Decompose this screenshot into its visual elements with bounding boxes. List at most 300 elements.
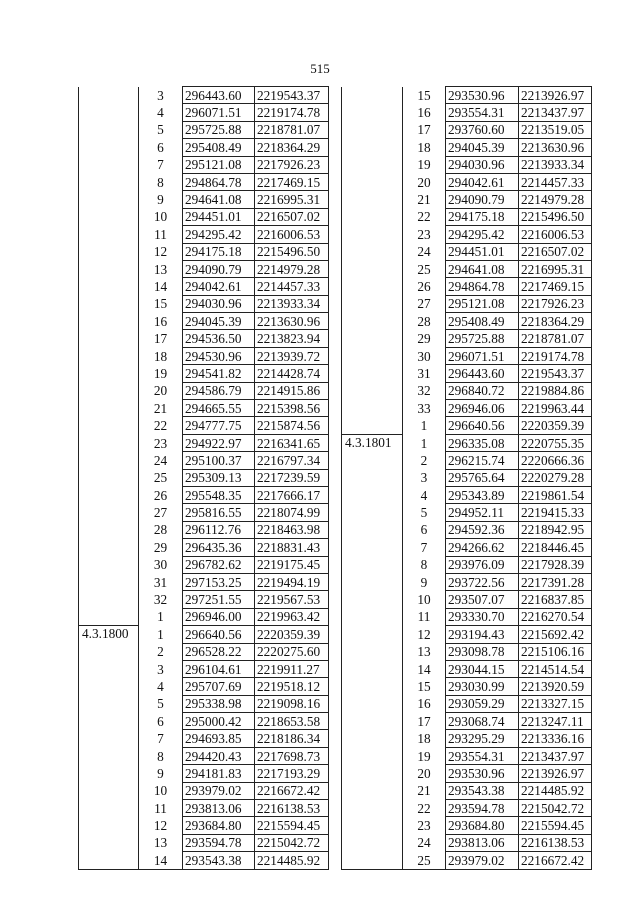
plot-cell: [79, 104, 139, 121]
point-number-cell: 7: [139, 730, 183, 747]
point-number-cell: 32: [403, 382, 446, 399]
y-coordinate-cell: 2220755.35: [519, 434, 592, 451]
x-coordinate-cell: 296640.56: [183, 626, 255, 643]
x-coordinate-cell: 295548.35: [183, 486, 255, 503]
table-row: [79, 365, 329, 382]
x-coordinate-cell: 293543.38: [446, 782, 519, 799]
coordinate-table-left: [78, 86, 329, 870]
x-coordinate-cell: 293684.80: [446, 817, 519, 834]
plot-cell: [342, 382, 403, 399]
table-row: [79, 573, 329, 590]
x-coordinate-cell: 293530.96: [446, 87, 519, 104]
x-coordinate-cell: 295338.98: [183, 695, 255, 712]
plot-cell: [79, 226, 139, 243]
y-coordinate-cell: 2216341.65: [255, 434, 329, 451]
plot-cell: [79, 347, 139, 364]
plot-cell: [79, 87, 139, 104]
point-number-cell: 29: [403, 330, 446, 347]
plot-cell: [79, 817, 139, 834]
y-coordinate-cell: 2218074.99: [255, 504, 329, 521]
y-coordinate-cell: 2217698.73: [255, 747, 329, 764]
y-coordinate-cell: 2216672.42: [255, 782, 329, 799]
plot-cell: [79, 434, 139, 451]
plot-cell: [342, 626, 403, 643]
x-coordinate-cell: 294777.75: [183, 417, 255, 434]
x-coordinate-cell: 294295.42: [183, 226, 255, 243]
plot-cell: [342, 800, 403, 817]
x-coordinate-cell: 296443.60: [183, 87, 255, 104]
y-coordinate-cell: 2214457.33: [519, 173, 592, 190]
point-number-cell: 1: [139, 608, 183, 625]
plot-cell: [342, 730, 403, 747]
x-coordinate-cell: 294922.97: [183, 434, 255, 451]
plot-cell: [79, 417, 139, 434]
point-number-cell: 13: [139, 834, 183, 851]
point-number-cell: 28: [403, 313, 446, 330]
x-coordinate-cell: 295408.49: [183, 139, 255, 156]
table-row: [342, 208, 592, 225]
plot-cell: [79, 278, 139, 295]
x-coordinate-cell: 293098.78: [446, 643, 519, 660]
y-coordinate-cell: 2218781.07: [255, 121, 329, 138]
plot-cell: [79, 156, 139, 173]
point-number-cell: 21: [139, 400, 183, 417]
point-number-cell: 19: [139, 365, 183, 382]
x-coordinate-cell: 293030.99: [446, 678, 519, 695]
x-coordinate-cell: 294665.55: [183, 400, 255, 417]
point-number-cell: 27: [139, 504, 183, 521]
x-coordinate-cell: 293813.06: [183, 800, 255, 817]
point-number-cell: 6: [139, 139, 183, 156]
table-row: [79, 434, 329, 451]
plot-cell: [79, 782, 139, 799]
point-number-cell: 20: [403, 173, 446, 190]
table-row: [342, 434, 592, 451]
table-row: [342, 278, 592, 295]
table-row: [342, 313, 592, 330]
plot-cell: [79, 800, 139, 817]
y-coordinate-cell: 2219861.54: [519, 486, 592, 503]
y-coordinate-cell: 2219567.53: [255, 591, 329, 608]
point-number-cell: 17: [403, 713, 446, 730]
plot-cell: [342, 278, 403, 295]
y-coordinate-cell: 2217193.29: [255, 765, 329, 782]
table-row: [79, 521, 329, 538]
table-row: [79, 243, 329, 260]
x-coordinate-cell: 294541.82: [183, 365, 255, 382]
table-row: [342, 417, 592, 434]
point-number-cell: 19: [403, 747, 446, 764]
point-number-cell: 16: [403, 104, 446, 121]
x-coordinate-cell: 294045.39: [183, 313, 255, 330]
y-coordinate-cell: 2219518.12: [255, 678, 329, 695]
x-coordinate-cell: 294641.08: [183, 191, 255, 208]
y-coordinate-cell: 2216837.85: [519, 591, 592, 608]
table-row: [79, 208, 329, 225]
table-row: [79, 486, 329, 503]
plot-cell: [342, 191, 403, 208]
table-row: [79, 800, 329, 817]
table-row: [342, 173, 592, 190]
table-row: [342, 643, 592, 660]
coordinate-table-right: [341, 86, 592, 870]
plot-cell: [79, 260, 139, 277]
table-row: [79, 452, 329, 469]
plot-cell: [342, 521, 403, 538]
x-coordinate-cell: 297251.55: [183, 591, 255, 608]
table-row: [342, 713, 592, 730]
x-coordinate-cell: 294266.62: [446, 539, 519, 556]
plot-cell: [342, 556, 403, 573]
point-number-cell: 15: [139, 295, 183, 312]
y-coordinate-cell: 2220275.60: [255, 643, 329, 660]
x-coordinate-cell: 293295.29: [446, 730, 519, 747]
x-coordinate-cell: 296946.06: [446, 400, 519, 417]
plot-cell: [342, 243, 403, 260]
point-number-cell: 25: [139, 469, 183, 486]
y-coordinate-cell: 2215594.45: [519, 817, 592, 834]
y-coordinate-cell: 2216006.53: [519, 226, 592, 243]
table-row: [79, 678, 329, 695]
plot-cell: [79, 382, 139, 399]
y-coordinate-cell: 2218781.07: [519, 330, 592, 347]
plot-cell: [79, 713, 139, 730]
point-number-cell: 11: [139, 800, 183, 817]
point-number-cell: 3: [139, 660, 183, 677]
y-coordinate-cell: 2217926.23: [255, 156, 329, 173]
point-number-cell: 24: [403, 243, 446, 260]
point-number-cell: 18: [139, 347, 183, 364]
y-coordinate-cell: 2215398.56: [255, 400, 329, 417]
y-coordinate-cell: 2218653.58: [255, 713, 329, 730]
plot-cell: [342, 504, 403, 521]
x-coordinate-cell: 296528.22: [183, 643, 255, 660]
plot-cell: [342, 469, 403, 486]
plot-cell: [79, 573, 139, 590]
x-coordinate-cell: 294090.79: [183, 260, 255, 277]
x-coordinate-cell: 294592.36: [446, 521, 519, 538]
plot-cell: [342, 608, 403, 625]
plot-cell: [342, 295, 403, 312]
x-coordinate-cell: 293722.56: [446, 573, 519, 590]
y-coordinate-cell: 2216270.54: [519, 608, 592, 625]
point-number-cell: 14: [403, 660, 446, 677]
point-number-cell: 29: [139, 539, 183, 556]
point-number-cell: 10: [139, 782, 183, 799]
x-coordinate-cell: 296946.00: [183, 608, 255, 625]
plot-cell: [79, 643, 139, 660]
point-number-cell: 17: [139, 330, 183, 347]
plot-cell: [342, 121, 403, 138]
point-number-cell: 25: [403, 260, 446, 277]
table-row: [342, 226, 592, 243]
x-coordinate-cell: 294451.01: [446, 243, 519, 260]
point-number-cell: 12: [139, 243, 183, 260]
table-row: [79, 643, 329, 660]
x-coordinate-cell: 296071.51: [446, 347, 519, 364]
x-coordinate-cell: 293068.74: [446, 713, 519, 730]
y-coordinate-cell: 2219543.37: [519, 365, 592, 382]
plot-cell: [79, 608, 139, 625]
y-coordinate-cell: 2218186.34: [255, 730, 329, 747]
y-coordinate-cell: 2214979.28: [255, 260, 329, 277]
plot-cell: [342, 643, 403, 660]
table-row: [342, 260, 592, 277]
point-number-cell: 15: [403, 678, 446, 695]
table-row: [79, 730, 329, 747]
y-coordinate-cell: 2219911.27: [255, 660, 329, 677]
point-number-cell: 27: [403, 295, 446, 312]
x-coordinate-cell: 294641.08: [446, 260, 519, 277]
y-coordinate-cell: 2219175.45: [255, 556, 329, 573]
x-coordinate-cell: 295408.49: [446, 313, 519, 330]
y-coordinate-cell: 2218942.95: [519, 521, 592, 538]
x-coordinate-cell: 296443.60: [446, 365, 519, 382]
plot-cell: [79, 834, 139, 851]
table-row: [342, 486, 592, 503]
point-number-cell: 22: [403, 800, 446, 817]
x-coordinate-cell: 296071.51: [183, 104, 255, 121]
table-row: [342, 347, 592, 364]
table-row: [342, 330, 592, 347]
table-row: [342, 365, 592, 382]
y-coordinate-cell: 2217666.17: [255, 486, 329, 503]
x-coordinate-cell: 294030.96: [446, 156, 519, 173]
y-coordinate-cell: 2216138.53: [255, 800, 329, 817]
point-number-cell: 10: [139, 208, 183, 225]
x-coordinate-cell: 295121.08: [446, 295, 519, 312]
y-coordinate-cell: 2214428.74: [255, 365, 329, 382]
point-number-cell: 3: [139, 87, 183, 104]
plot-cell: 4.3.1801: [342, 434, 403, 451]
point-number-cell: 30: [403, 347, 446, 364]
y-coordinate-cell: 2219543.37: [255, 87, 329, 104]
plot-cell: [342, 765, 403, 782]
point-number-cell: 19: [403, 156, 446, 173]
y-coordinate-cell: 2218364.29: [255, 139, 329, 156]
y-coordinate-cell: 2213933.34: [519, 156, 592, 173]
table-row: [342, 730, 592, 747]
point-number-cell: 7: [403, 539, 446, 556]
plot-cell: [342, 365, 403, 382]
table-row: [342, 852, 592, 869]
table-row: [342, 747, 592, 764]
x-coordinate-cell: 293684.80: [183, 817, 255, 834]
x-coordinate-cell: 295765.64: [446, 469, 519, 486]
table-row: [79, 782, 329, 799]
y-coordinate-cell: 2216006.53: [255, 226, 329, 243]
x-coordinate-cell: 296215.74: [446, 452, 519, 469]
plot-cell: [342, 852, 403, 869]
plot-cell: [342, 452, 403, 469]
point-number-cell: 2: [403, 452, 446, 469]
y-coordinate-cell: 2217928.39: [519, 556, 592, 573]
x-coordinate-cell: 296782.62: [183, 556, 255, 573]
point-number-cell: 31: [139, 573, 183, 590]
point-number-cell: 9: [403, 573, 446, 590]
x-coordinate-cell: 296335.08: [446, 434, 519, 451]
table-row: [79, 417, 329, 434]
plot-cell: [79, 243, 139, 260]
point-number-cell: 5: [403, 504, 446, 521]
point-number-cell: 20: [403, 765, 446, 782]
y-coordinate-cell: 2220279.28: [519, 469, 592, 486]
y-coordinate-cell: 2219098.16: [255, 695, 329, 712]
point-number-cell: 28: [139, 521, 183, 538]
table-row: [342, 556, 592, 573]
point-number-cell: 11: [139, 226, 183, 243]
table-row: [342, 591, 592, 608]
point-number-cell: 23: [403, 817, 446, 834]
y-coordinate-cell: 2215692.42: [519, 626, 592, 643]
x-coordinate-cell: 296840.72: [446, 382, 519, 399]
point-number-cell: 8: [139, 747, 183, 764]
plot-cell: [79, 504, 139, 521]
plot-cell: [79, 521, 139, 538]
x-coordinate-cell: 297153.25: [183, 573, 255, 590]
plot-cell: [342, 330, 403, 347]
y-coordinate-cell: 2217469.15: [255, 173, 329, 190]
y-coordinate-cell: 2219884.86: [519, 382, 592, 399]
plot-cell: [79, 730, 139, 747]
table-row: [79, 591, 329, 608]
x-coordinate-cell: 293330.70: [446, 608, 519, 625]
y-coordinate-cell: 2215042.72: [255, 834, 329, 851]
y-coordinate-cell: 2215496.50: [519, 208, 592, 225]
plot-cell: [342, 713, 403, 730]
point-number-cell: 6: [139, 713, 183, 730]
plot-cell: [342, 660, 403, 677]
point-number-cell: 14: [139, 278, 183, 295]
plot-cell: [342, 173, 403, 190]
table-row: [342, 626, 592, 643]
table-row: [79, 852, 329, 869]
y-coordinate-cell: 2219415.33: [519, 504, 592, 521]
point-number-cell: 9: [139, 765, 183, 782]
table-row: [79, 139, 329, 156]
table-row: [342, 834, 592, 851]
point-number-cell: 4: [403, 486, 446, 503]
table-row: [79, 104, 329, 121]
y-coordinate-cell: 2216507.02: [255, 208, 329, 225]
plot-cell: [342, 678, 403, 695]
x-coordinate-cell: 294451.01: [183, 208, 255, 225]
point-number-cell: 9: [139, 191, 183, 208]
table-row: [342, 191, 592, 208]
x-coordinate-cell: 294952.11: [446, 504, 519, 521]
plot-cell: [342, 260, 403, 277]
point-number-cell: 1: [403, 434, 446, 451]
table-row: [79, 191, 329, 208]
point-number-cell: 18: [403, 730, 446, 747]
x-coordinate-cell: 294045.39: [446, 139, 519, 156]
table-row: [79, 313, 329, 330]
y-coordinate-cell: 2216995.31: [519, 260, 592, 277]
plot-cell: [79, 208, 139, 225]
table-row: [79, 695, 329, 712]
table-row: [79, 173, 329, 190]
plot-cell: [79, 173, 139, 190]
x-coordinate-cell: 293594.78: [183, 834, 255, 851]
plot-cell: [342, 347, 403, 364]
table-row: [342, 695, 592, 712]
table-row: [342, 504, 592, 521]
x-coordinate-cell: 295000.42: [183, 713, 255, 730]
plot-cell: [342, 139, 403, 156]
table-row: [342, 400, 592, 417]
x-coordinate-cell: 294090.79: [446, 191, 519, 208]
point-number-cell: 4: [139, 678, 183, 695]
y-coordinate-cell: 2216797.34: [255, 452, 329, 469]
x-coordinate-cell: 296640.56: [446, 417, 519, 434]
x-coordinate-cell: 294181.83: [183, 765, 255, 782]
table-row: [342, 104, 592, 121]
x-coordinate-cell: 294042.61: [446, 173, 519, 190]
table-row: [342, 678, 592, 695]
table-row: [342, 765, 592, 782]
table-row: [79, 504, 329, 521]
point-number-cell: 23: [139, 434, 183, 451]
table-row: [79, 278, 329, 295]
y-coordinate-cell: 2217391.28: [519, 573, 592, 590]
plot-cell: [342, 313, 403, 330]
point-number-cell: 17: [403, 121, 446, 138]
plot-cell: [342, 695, 403, 712]
y-coordinate-cell: 2214457.33: [255, 278, 329, 295]
plot-cell: [79, 695, 139, 712]
y-coordinate-cell: 2217926.23: [519, 295, 592, 312]
y-coordinate-cell: 2219963.44: [519, 400, 592, 417]
table-row: [342, 295, 592, 312]
y-coordinate-cell: 2218446.45: [519, 539, 592, 556]
plot-cell: [79, 556, 139, 573]
x-coordinate-cell: 293194.43: [446, 626, 519, 643]
y-coordinate-cell: 2215042.72: [519, 800, 592, 817]
x-coordinate-cell: 293044.15: [446, 660, 519, 677]
x-coordinate-cell: 293813.06: [446, 834, 519, 851]
plot-cell: [79, 121, 139, 138]
plot-cell: 4.3.1800: [79, 626, 139, 643]
table-row: [342, 156, 592, 173]
plot-cell: [79, 469, 139, 486]
x-coordinate-cell: 294042.61: [183, 278, 255, 295]
point-number-cell: 10: [403, 591, 446, 608]
table-row: [79, 608, 329, 625]
y-coordinate-cell: 2213630.96: [255, 313, 329, 330]
x-coordinate-cell: 295707.69: [183, 678, 255, 695]
y-coordinate-cell: 2213823.94: [255, 330, 329, 347]
x-coordinate-cell: 293976.09: [446, 556, 519, 573]
y-coordinate-cell: 2214485.92: [255, 852, 329, 869]
point-number-cell: 22: [403, 208, 446, 225]
table-row: [79, 226, 329, 243]
point-number-cell: 24: [403, 834, 446, 851]
y-coordinate-cell: 2213327.15: [519, 695, 592, 712]
table-row: [79, 382, 329, 399]
point-number-cell: 18: [403, 139, 446, 156]
x-coordinate-cell: 296112.76: [183, 521, 255, 538]
point-number-cell: 25: [403, 852, 446, 869]
point-number-cell: 8: [139, 173, 183, 190]
y-coordinate-cell: 2219494.19: [255, 573, 329, 590]
y-coordinate-cell: 2218364.29: [519, 313, 592, 330]
table-row: [342, 121, 592, 138]
point-number-cell: 1: [403, 417, 446, 434]
plot-cell: [79, 400, 139, 417]
x-coordinate-cell: 295309.13: [183, 469, 255, 486]
x-coordinate-cell: 294530.96: [183, 347, 255, 364]
table-row: [79, 765, 329, 782]
